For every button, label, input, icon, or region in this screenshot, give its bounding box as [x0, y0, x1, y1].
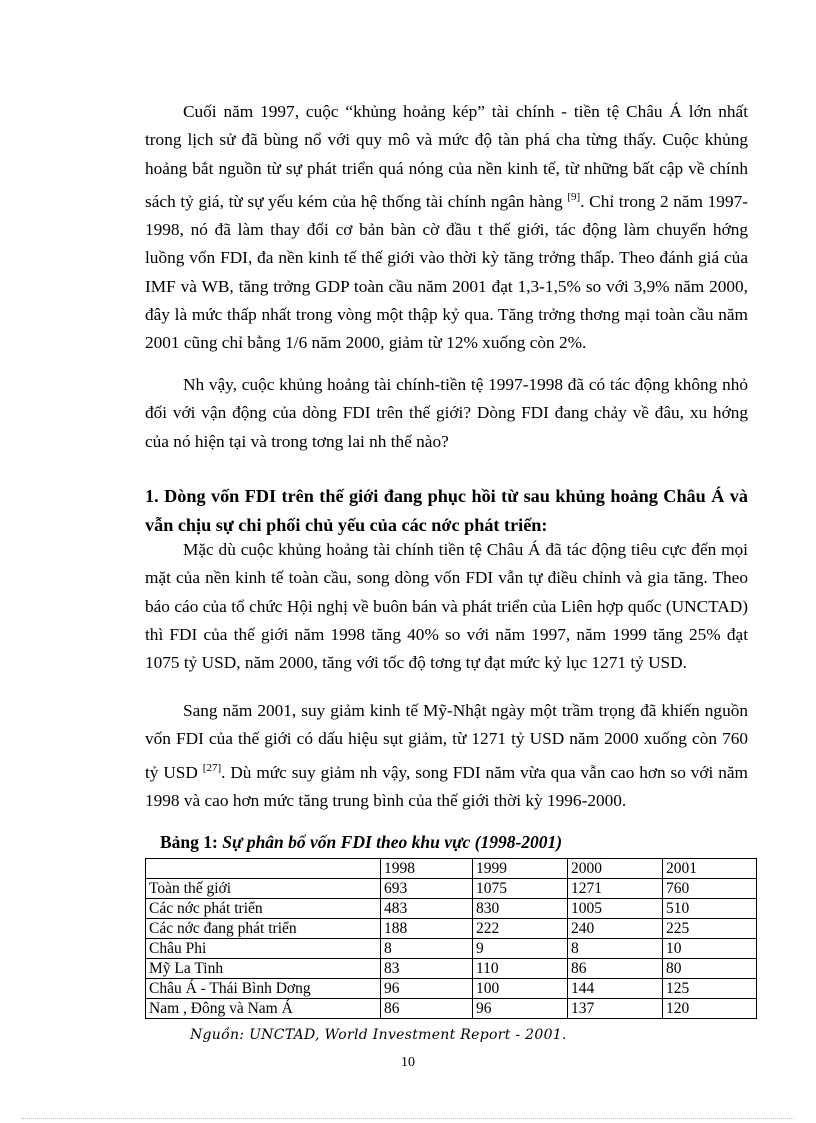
paragraph-fdi-question: Nh vậy, cuộc khủng hoảng tài chính-tiền tệ 1997-1998 đã có tác động không nhỏ đối với vận động của dòng FDI trên thế giới? Dòng FDI đang chảy về đâu, xu hớng của nó hiện tại và trong tơng lai nh thế nào? — [145, 375, 748, 451]
table-cell: 188 — [381, 919, 473, 939]
table-header-row — [146, 859, 757, 879]
table-cell: 240 — [568, 919, 663, 939]
table-cell: 144 — [568, 979, 663, 999]
table-cell: 120 — [663, 999, 757, 1019]
table-cell: 693 — [381, 879, 473, 899]
table-cell: 760 — [663, 879, 757, 899]
table-row — [146, 939, 757, 959]
page-bottom-divider — [22, 1118, 794, 1119]
citation-ref-9: [9] — [567, 190, 581, 203]
table-cell: Châu Phi — [146, 939, 381, 959]
table-cell: 86 — [381, 999, 473, 1019]
table-cell: 96 — [473, 999, 568, 1019]
table-source-note: Nguồn: UNCTAD, World Investment Report - 2001. — [190, 1027, 567, 1043]
table-cell: Mỹ La Tinh — [146, 959, 381, 979]
table-cell: 100 — [473, 979, 568, 999]
table-cell: Châu Á - Thái Bình Dơng — [146, 979, 381, 999]
table-cell: Các nớc đang phát triển — [146, 919, 381, 939]
table-header-cell: 1998 — [381, 859, 473, 879]
table-row — [146, 979, 757, 999]
fdi-distribution-table — [145, 858, 757, 1019]
table-cell: 1075 — [473, 879, 568, 899]
table-row — [146, 919, 757, 939]
section-heading: 1. Dòng vốn FDI trên thế giới đang phục hồi từ sau khủng hoảng Châu Á và vẫn chịu sự chi phối chủ yếu của các nớc phát triển: — [145, 486, 748, 535]
table-header-cell: 1999 — [473, 859, 568, 879]
table-cell: 222 — [473, 919, 568, 939]
table-cell: Các nớc phát triển — [146, 899, 381, 919]
table-cell: 483 — [381, 899, 473, 919]
table-caption-label: Bảng 1: — [160, 832, 218, 852]
table-cell: 1271 — [568, 879, 663, 899]
table-cell: Toàn thế giới — [146, 879, 381, 899]
table-cell: 83 — [381, 959, 473, 979]
table-cell: 137 — [568, 999, 663, 1019]
table-row — [146, 959, 757, 979]
table-cell: 1005 — [568, 899, 663, 919]
table-cell: Nam , Đông và Nam Á — [146, 999, 381, 1019]
table-cell: 125 — [663, 979, 757, 999]
table-row — [146, 999, 757, 1019]
paragraph-2001-decline: Sang năm 2001, suy giảm kinh tế Mỹ-Nhật ngày một trầm trọng đã khiến nguồn vốn FDI của thế giới có dấu hiệu sụt giảm, từ 1271 tỷ USD năm 2000 xuống còn 760 tỷ USD [27]. Dù mức suy giảm nh vậy, song FDI năm vừa qua vẫn cao hơn so với năm 1998 và cao hơn mức tăng trung bình của thế giới thời kỳ 1996-2000. — [145, 701, 748, 810]
table-row — [146, 899, 757, 919]
table-header-cell: 2001 — [663, 859, 757, 879]
table-cell: 510 — [663, 899, 757, 919]
table-cell: 10 — [663, 939, 757, 959]
table-cell: 8 — [381, 939, 473, 959]
table-cell: 86 — [568, 959, 663, 979]
table-caption-text: Sự phân bổ vốn FDI theo khu vực (1998-2001) — [222, 832, 563, 852]
table-cell: 225 — [663, 919, 757, 939]
table-header-cell: 2000 — [568, 859, 663, 879]
table-cell: 9 — [473, 939, 568, 959]
paragraph-unctad-report: Mặc dù cuộc khủng hoảng tài chính tiền tệ Châu Á đã tác động tiêu cực đến mọi mặt của nền kinh tế toàn cầu, song dòng vốn FDI vẫn tự điều chỉnh và gia tăng. Theo báo cáo của tổ chức Hội nghị về buôn bán và phát triển của Liên hợp quốc (UNCTAD) thì FDI của thế giới năm 1998 tăng 40% so với năm 1997, năm 1999 tăng 25% đạt 1075 tỷ USD, năm 2000, tăng với tốc độ tơng tự đạt mức kỷ lục 1271 tỷ USD. — [145, 540, 748, 673]
citation-ref-27: [27] — [202, 761, 222, 774]
table-cell: 96 — [381, 979, 473, 999]
page-number: 10 — [401, 1055, 415, 1070]
table-cell: 110 — [473, 959, 568, 979]
table-cell: 8 — [568, 939, 663, 959]
table-cell: 830 — [473, 899, 568, 919]
table-cell: 80 — [663, 959, 757, 979]
table-caption — [160, 832, 562, 853]
table-row — [146, 879, 757, 899]
paragraph-crisis-intro: Cuối năm 1997, cuộc “khủng hoảng kép” tài chính - tiền tệ Châu Á lớn nhất trong lịch sử đã bùng nổ với quy mô và mức độ tàn phá cha từng thấy. Cuộc khủng hoảng bắt nguồn từ sự phát triển quá nóng của nền kinh tế, từ những bất cập về chính sách tỷ giá, từ sự yếu kém của hệ thống tài chính ngân hàng [9]. Chỉ trong 2 năm 1997-1998, nó đã làm thay đổi cơ bản bàn cờ đầu t thế giới, tác động làm chuyển hớng luồng vốn FDI, đa nền kinh tế thế giới vào thời kỳ tăng trởng thấp. Theo đánh giá của IMF và WB, tăng trởng GDP toàn cầu năm 2001 đạt 1,3-1,5% so với 3,9% năm 2000, đây là mức thấp nhất trong vòng một thập kỷ qua. Tăng trởng thơng mại toàn cầu năm 2001 cũng chỉ bằng 1/6 năm 2000, giảm từ 12% xuống còn 2%. — [145, 102, 748, 353]
table-header-cell — [146, 859, 381, 879]
